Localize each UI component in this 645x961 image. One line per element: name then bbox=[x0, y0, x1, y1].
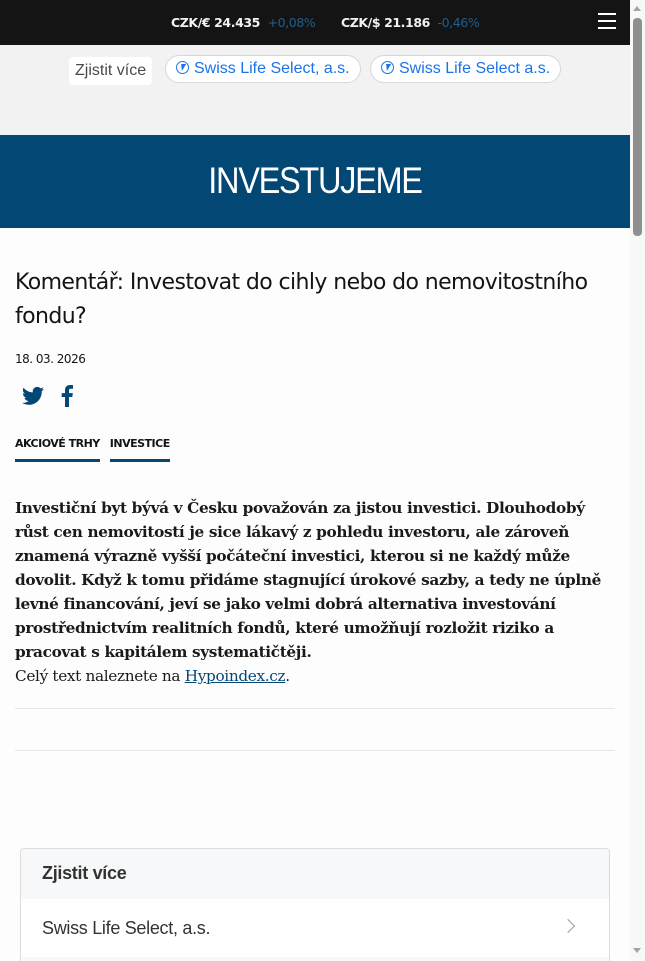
ad-chips-label: Zjistit více bbox=[69, 57, 152, 85]
rate-eur-change: +0,08% bbox=[267, 15, 316, 30]
article-source bbox=[15, 664, 615, 688]
source-link[interactable]: Hypoindex.cz bbox=[184, 667, 286, 685]
article bbox=[0, 266, 630, 462]
ad-chip-swiss-life-1[interactable] bbox=[165, 55, 361, 83]
site-logo[interactable]: INVESTUJEME bbox=[208, 160, 422, 201]
scroll-down-arrow-icon[interactable] bbox=[633, 948, 641, 953]
ad-chip-label: Swiss Life Select, a.s. bbox=[194, 60, 350, 77]
facebook-share-button[interactable] bbox=[61, 385, 73, 407]
chevron-right-icon bbox=[561, 919, 575, 933]
article-title: Komentář: Investovat do cihly nebo do nemovitostního fondu? bbox=[15, 270, 588, 329]
rate-usd-change: -0,46% bbox=[437, 15, 480, 30]
divider bbox=[15, 708, 615, 709]
rate-usd-value: CZK/$ 21.186 bbox=[340, 15, 430, 30]
share-buttons bbox=[15, 383, 615, 409]
scrollbar[interactable] bbox=[630, 0, 645, 961]
ad-box-item-next[interactable] bbox=[21, 957, 609, 961]
brand-banner bbox=[0, 135, 630, 228]
article-body bbox=[0, 496, 630, 688]
facebook-icon bbox=[61, 385, 73, 407]
article-date: 18. 03. 2026 bbox=[15, 352, 86, 366]
ad-box-heading: Zjistit více bbox=[21, 849, 609, 899]
scrollbar-thumb[interactable] bbox=[633, 18, 642, 236]
article-tags bbox=[15, 437, 615, 462]
twitter-icon bbox=[22, 386, 44, 406]
ad-chip-label: Swiss Life Select a.s. bbox=[399, 60, 551, 77]
ad-box-item-label: Swiss Life Select, a.s. bbox=[42, 918, 211, 938]
divider bbox=[15, 750, 615, 751]
source-suffix: . bbox=[285, 667, 290, 685]
scroll-up-arrow-icon[interactable] bbox=[633, 6, 641, 11]
ad-box bbox=[20, 848, 610, 961]
ad-chips-strip bbox=[0, 45, 630, 135]
rates-bar bbox=[0, 0, 630, 45]
twitter-share-button[interactable] bbox=[22, 386, 44, 406]
bolt-circle-icon bbox=[176, 61, 189, 74]
exchange-rates bbox=[171, 15, 501, 30]
rate-usd bbox=[341, 15, 479, 30]
source-prefix: Celý text naleznete na bbox=[15, 667, 185, 685]
rate-eur-value: CZK/€ 24.435 bbox=[171, 15, 260, 30]
ad-chip-swiss-life-2[interactable] bbox=[370, 55, 561, 83]
hamburger-icon[interactable] bbox=[598, 13, 616, 30]
tag-investice[interactable]: INVESTICE bbox=[110, 437, 170, 462]
bolt-circle-icon bbox=[381, 61, 394, 74]
tag-akciove-trhy[interactable]: AKCIOVÉ TRHY bbox=[15, 437, 100, 462]
article-lead: Investiční byt bývá v Česku považován za jistou investici. Dlouhodobý růst cen nemovitostí je sice lákavý z pohledu investoru, ale zároveň znamená výrazně vyšší počáteční investici, kterou si ne každý může dovolit. Když k tomu přidáme stagnující úrokové sazby, a tedy ne úplně levné financování, jeví se jako velmi dobrá alternativa investování prostřednictvím realitních fondů, které umožňují rozložit riziko a pracovat s kapitálem systematičtěji. bbox=[15, 499, 602, 661]
ad-box-item-swiss-life[interactable] bbox=[21, 899, 609, 957]
rate-eur bbox=[171, 15, 315, 30]
